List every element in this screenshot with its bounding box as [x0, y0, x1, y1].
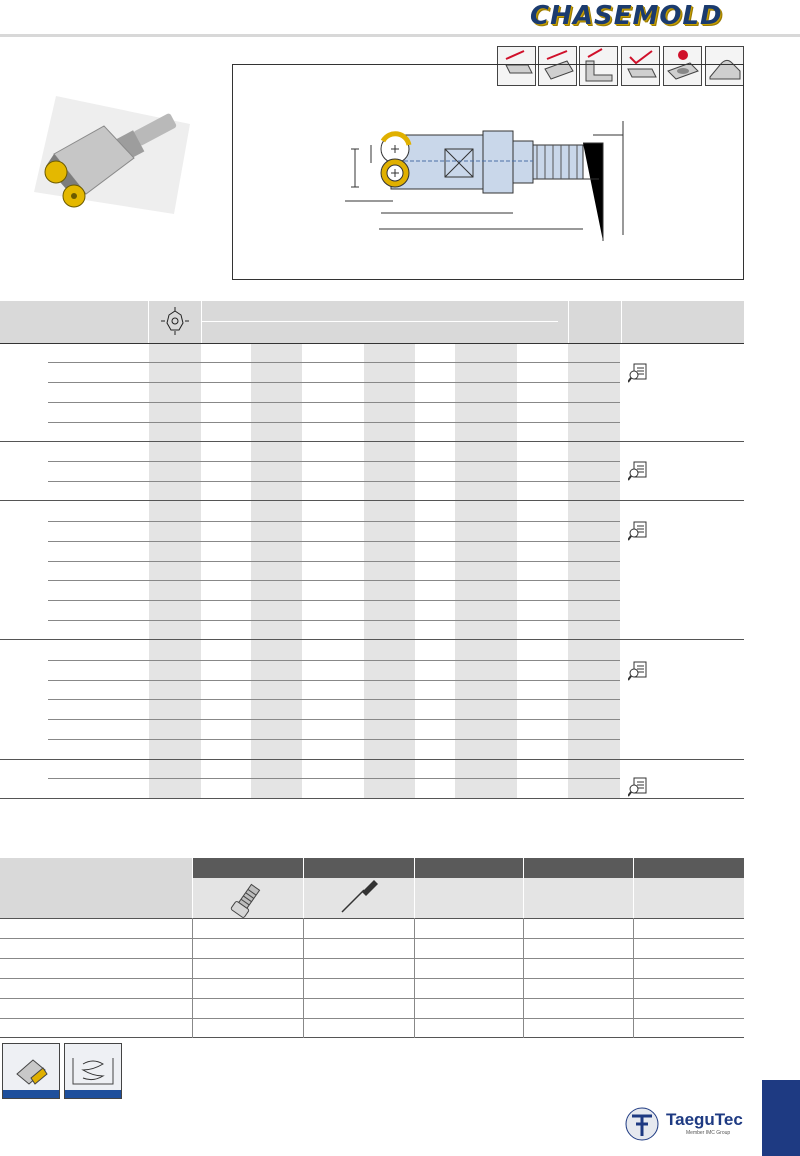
insert-corners-icon — [149, 301, 201, 343]
parts-col-divider — [414, 918, 415, 1038]
row-rule — [48, 402, 620, 403]
taegutec-subtitle: Member IMC Group — [686, 1130, 731, 1136]
group-rule — [0, 441, 744, 442]
dimension-diagram — [232, 64, 744, 280]
table-bottom-rule — [0, 798, 744, 799]
screw-icon — [193, 878, 303, 918]
parts-header-col — [415, 858, 523, 878]
parts-header-designation — [0, 858, 192, 918]
row-rule — [48, 719, 620, 720]
parts-header-col — [524, 858, 633, 878]
row-rule — [48, 561, 620, 562]
screwdriver-icon — [304, 878, 414, 918]
parts-col-divider — [303, 918, 304, 1038]
row-rule — [48, 680, 620, 681]
parts-sub-cell — [415, 878, 523, 918]
parts-sub-cell — [634, 878, 744, 918]
group-rule — [0, 639, 744, 640]
row-rule — [48, 600, 620, 601]
taegutec-emblem — [624, 1100, 664, 1146]
shaded-column-c — [455, 344, 517, 798]
row-rule — [48, 362, 620, 363]
taegutec-logo — [624, 1100, 754, 1146]
corners-column — [149, 344, 201, 798]
row-rule — [48, 541, 620, 542]
row-rule — [48, 382, 620, 383]
magnifier-doc-icon[interactable] — [628, 521, 648, 541]
tool-tip-icon — [2, 1043, 60, 1099]
row-rule — [48, 699, 620, 700]
group-rule — [0, 500, 744, 501]
header-weight-cell — [568, 301, 622, 343]
parts-col-divider — [523, 918, 524, 1038]
row-rule — [48, 739, 620, 740]
row-rule — [48, 620, 620, 621]
shaded-column-a — [251, 344, 302, 798]
row-rule — [48, 521, 620, 522]
row-rule — [48, 481, 620, 482]
parts-col-divider — [633, 918, 634, 1038]
spring-icon — [64, 1043, 122, 1099]
group-rule — [0, 759, 744, 760]
header-rule — [0, 34, 800, 37]
header-sub-divider — [202, 321, 558, 322]
header-corners-cell — [149, 301, 202, 343]
weight-column — [568, 344, 620, 798]
parts-sub-cell — [524, 878, 633, 918]
magnifier-doc-icon[interactable] — [628, 661, 648, 681]
shaded-column-b — [364, 344, 415, 798]
parts-header-col — [193, 858, 303, 878]
side-section-tab[interactable] — [762, 1080, 800, 1156]
brand-logo-text: CHASEMOLD — [530, 1, 723, 31]
parts-sub-cell — [193, 878, 303, 918]
row-rule — [48, 778, 620, 779]
row-rule — [48, 461, 620, 462]
parts-sub-cell — [304, 878, 414, 918]
row-rule — [48, 660, 620, 661]
product-photo — [34, 96, 190, 214]
header-designation-cell — [0, 301, 149, 343]
taegutec-wordmark: TaeguTec — [666, 1110, 743, 1129]
parts-col-divider — [192, 918, 193, 1038]
row-rule — [48, 422, 620, 423]
magnifier-doc-icon[interactable] — [628, 461, 648, 481]
parts-header-col — [304, 858, 414, 878]
chasemold-logo — [522, 0, 752, 34]
parts-header-col — [634, 858, 744, 878]
magnifier-doc-icon[interactable] — [628, 777, 648, 797]
magnifier-doc-icon[interactable] — [628, 363, 648, 383]
row-rule — [48, 580, 620, 581]
